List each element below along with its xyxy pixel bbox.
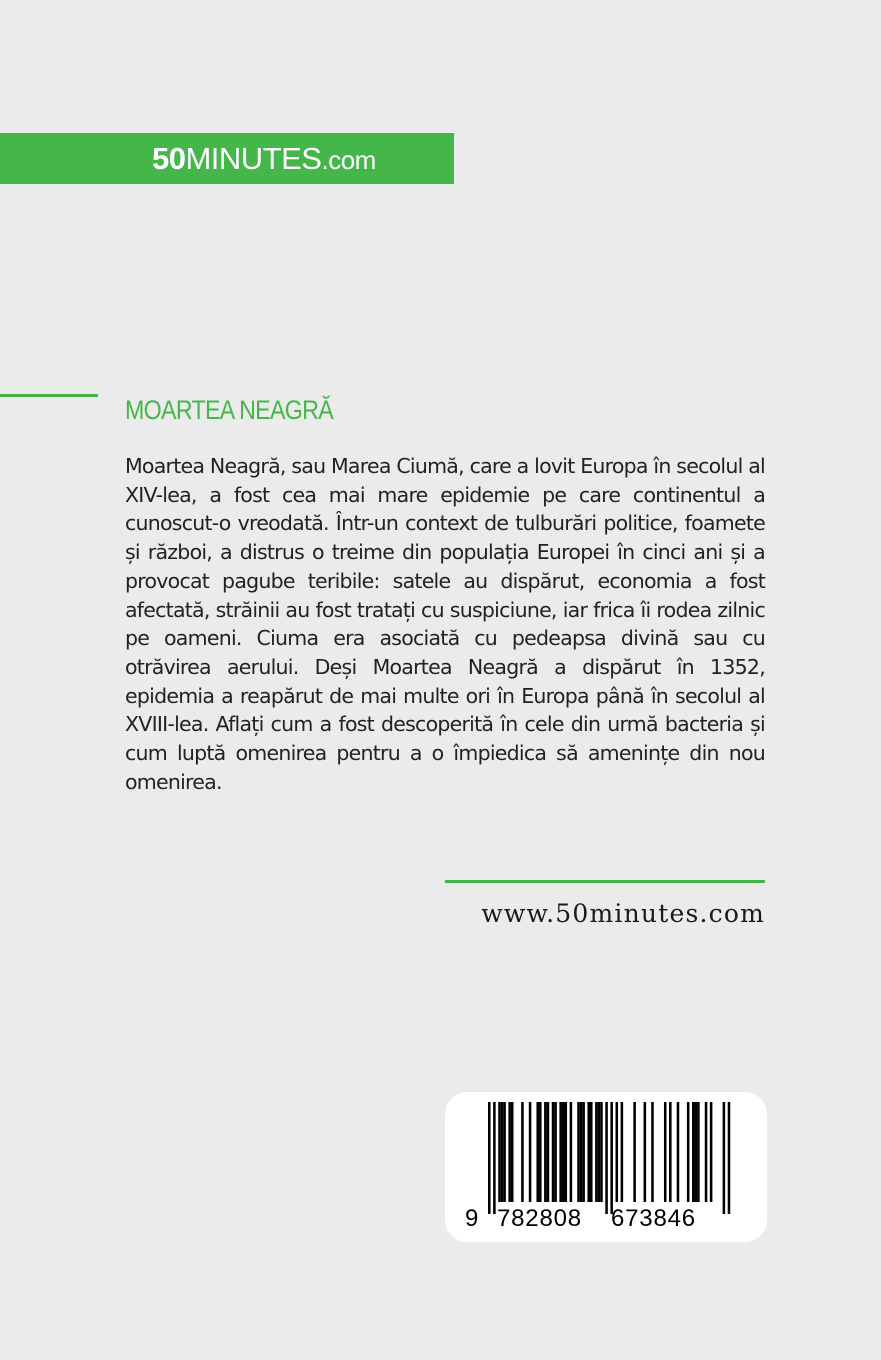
barcode-bar: [521, 1102, 524, 1202]
barcode-bar: [580, 1102, 583, 1202]
barcode-guard-bar: [605, 1102, 608, 1214]
website-url: www.50minutes.com: [481, 899, 765, 928]
barcode-guard-bar: [723, 1102, 726, 1214]
barcode-panel: [445, 1092, 767, 1242]
barcode-bar: [598, 1102, 601, 1202]
barcode-bar: [577, 1102, 580, 1202]
barcode-bar: [710, 1102, 713, 1202]
barcode-bar: [582, 1102, 585, 1202]
barcode-bar: [677, 1102, 680, 1202]
barcode-bar: [590, 1102, 593, 1202]
barcode-bar: [587, 1102, 590, 1202]
barcode-bar: [498, 1102, 501, 1202]
barcode-bar: [547, 1102, 550, 1202]
barcode-bar: [697, 1102, 700, 1202]
barcode-bar: [536, 1102, 539, 1202]
barcode-bar: [664, 1102, 667, 1202]
barcode-first-digit: 9: [465, 1205, 480, 1232]
barcode-bar: [552, 1102, 555, 1202]
barcode-bar: [508, 1102, 511, 1202]
barcode-bar: [705, 1102, 708, 1202]
barcode-bar: [644, 1102, 647, 1202]
barcode-bar: [669, 1102, 672, 1202]
barcode-bar: [529, 1102, 532, 1202]
barcode-bar: [570, 1102, 573, 1202]
barcode-left-group: 782808: [497, 1205, 582, 1232]
brand-tld: .com: [321, 145, 376, 175]
barcode-guard-bar: [610, 1102, 613, 1214]
barcode-bar: [511, 1102, 514, 1202]
barcode-bar: [562, 1102, 565, 1202]
barcode-guard-bar: [728, 1102, 731, 1214]
brand-logo: [152, 140, 376, 178]
barcode-number: [445, 1204, 767, 1234]
brand-word: MINUTES: [185, 141, 322, 176]
barcode-bar: [616, 1102, 619, 1202]
barcode-bar: [554, 1102, 557, 1202]
book-summary: Moartea Neagră, sau Marea Ciumă, care a lovit Europa în secolul al XIV-lea, a fost cea mai mare epidemie pe care continentul a cunoscut-o vreodată. Într-un context de tulburări politice, foamete și război, a distrus o treime din populația Europei în cinci ani și a provocat pagube teribile: satele au dispărut, economia a fost afectată, străinii au fost tratați cu suspiciune, iar frica îi rodea zilnic pe oameni. Ciuma era asociată cu pedeapsa divină sau cu otrăvirea aerului. Deși Moartea Neagră a dispărut în 1352, epidemia a reapărut de mai multe ori în Europa până în secolul al XVIII-lea. Aflați cum a fost descoperită în cele din urmă bacteria și cum luptă omenirea pentru a o împiedica să amenințe din nou omenirea.: [125, 454, 765, 794]
barcode-bar: [544, 1102, 547, 1202]
brand-number: 50: [152, 141, 186, 176]
barcode-bar: [600, 1102, 603, 1202]
barcode-right-group: 673846: [611, 1205, 696, 1232]
barcode-bar: [503, 1102, 506, 1202]
barcode-guard-bar: [488, 1102, 491, 1214]
book-title: MOARTEA NEAGRĂ: [125, 395, 333, 425]
barcode-bar: [633, 1102, 636, 1202]
barcode-bar: [501, 1102, 504, 1202]
barcode-bar: [621, 1102, 624, 1202]
title-rule: [0, 394, 98, 397]
barcode-bar: [651, 1102, 654, 1202]
barcode-bar: [559, 1102, 562, 1202]
website-rule: [445, 880, 765, 883]
barcode-bar: [539, 1102, 542, 1202]
barcode-bar: [695, 1102, 698, 1202]
barcode-bar: [692, 1102, 695, 1202]
barcode-bar: [687, 1102, 690, 1202]
barcode-bar: [565, 1102, 568, 1202]
barcode-guard-bar: [493, 1102, 496, 1214]
barcode-bar: [595, 1102, 598, 1202]
